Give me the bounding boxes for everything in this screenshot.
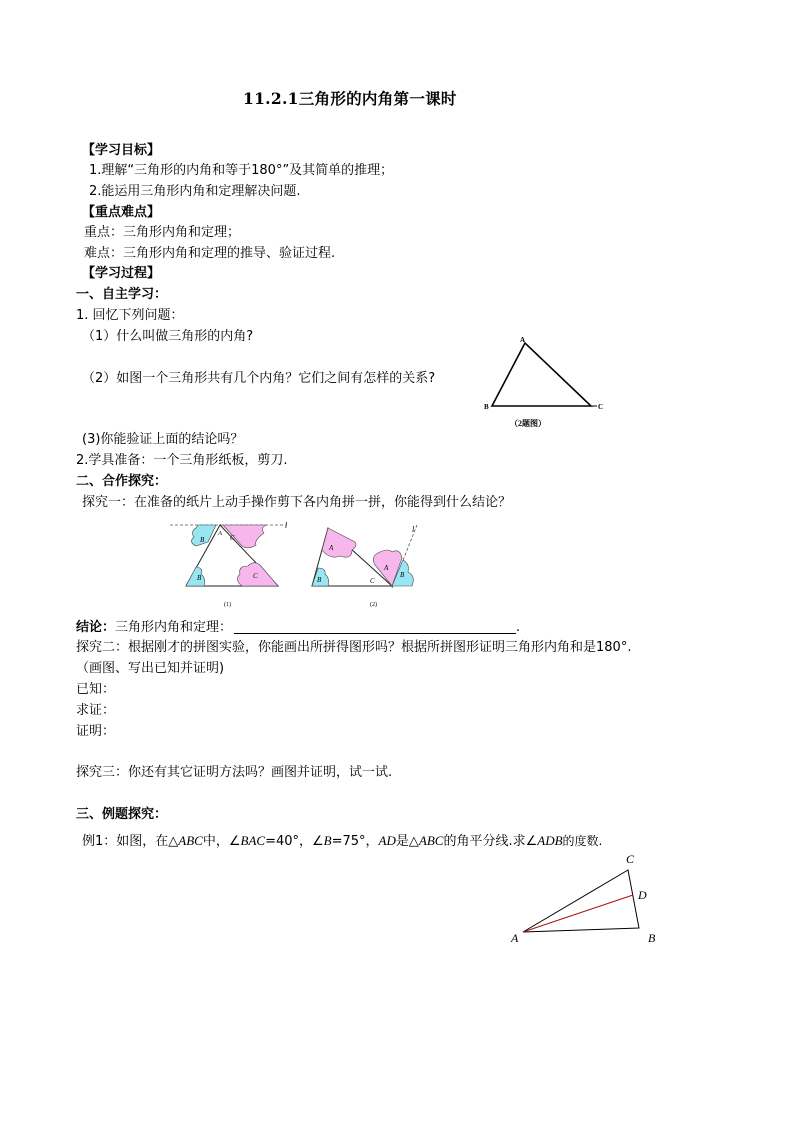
example-segment-ad: AD — [378, 833, 396, 848]
angle-puzzle-figure-2 — [300, 520, 425, 610]
label-l: l — [412, 525, 415, 534]
example-text-part: =75°， — [331, 834, 379, 849]
example-text-part: 是△ — [395, 834, 419, 849]
question-2: 2.学具准备：一个三角形纸板，剪刀. — [76, 453, 288, 468]
label-c: C — [626, 852, 635, 866]
sub-question-3: (3)你能验证上面的结论吗？ — [82, 432, 244, 447]
example-1-text — [82, 834, 602, 848]
triangle-figure-q2 — [476, 330, 606, 435]
label-l: l — [285, 521, 288, 530]
explore-3-text: 探究三：你还有其它证明方法吗？画图并证明，试一试. — [76, 765, 393, 780]
triangle-abc — [523, 870, 639, 932]
example-triangle-name: ABC — [418, 833, 444, 848]
label-d: D — [638, 888, 647, 902]
label-c-bottom: C — [253, 572, 258, 580]
label-a-moved: A — [384, 564, 389, 572]
label-b: B — [317, 576, 322, 584]
label-b-bottom: B — [197, 574, 202, 582]
example-text-part: 中，∠ — [202, 834, 241, 849]
prove-label: 求证： — [76, 703, 116, 718]
label-b: B — [648, 931, 656, 945]
conclusion-label: 结论： — [76, 620, 116, 635]
label-c: C — [370, 577, 375, 585]
label-a: A — [218, 530, 222, 537]
label-c-top: C — [230, 534, 235, 542]
example-text-part: =40°，∠ — [265, 834, 324, 849]
label-b: B — [484, 403, 489, 411]
example-triangle-figure — [505, 848, 665, 948]
angle-puzzle-figure-1 — [168, 520, 288, 610]
explore-2-text: 探究二：根据刚才的拼图实验，你能画出所拼得图形吗？根据所拼图形证明三角形内角和是180°. — [76, 640, 632, 655]
conclusion-blank — [234, 621, 516, 634]
goal-item-1: 1.理解“三角形的内角和等于180°”及其简单的推理； — [89, 163, 394, 178]
example-text-part: 例1：如图，在△ — [82, 834, 179, 849]
part1-header: 一、自主学习： — [76, 287, 168, 302]
conclusion-text: 三角形内角和定理： — [115, 620, 233, 635]
label-a: A — [520, 336, 526, 344]
angle-a-piece — [322, 528, 356, 557]
angle-c-piece — [237, 563, 278, 586]
part3-header: 三、例题探究： — [76, 807, 168, 822]
conclusion-line — [76, 621, 520, 634]
figure-caption: （2题图） — [510, 419, 546, 428]
known-label: 已知： — [76, 682, 116, 697]
label-c: C — [598, 403, 604, 411]
page-title: 11.2.1三角形的内角第一课时 — [243, 89, 457, 108]
explore-1-text: 探究一：在准备的纸片上动手操作剪下各内角拼一拼，你能得到什么结论？ — [82, 495, 512, 510]
sub-question-2: （2）如图一个三角形共有几个内角？它们之间有怎样的关系? — [82, 371, 436, 386]
example-text-part: 的角平分线.求∠ — [443, 834, 538, 849]
example-triangle-name: ABC — [178, 833, 203, 848]
part2-header: 二、合作探究： — [76, 474, 168, 489]
explore-2-note: （画图、写出已知并证明) — [76, 661, 225, 676]
bisector-ad — [523, 895, 633, 932]
key-points-header: 【重点难点】 — [82, 205, 161, 220]
sub-question-1: （1）什么叫做三角形的内角? — [82, 329, 254, 344]
difficult-point-text: 难点：三角形内角和定理的推导、验证过程. — [84, 246, 336, 261]
example-angle-adb: ADB — [537, 833, 563, 848]
goals-header: 【学习目标】 — [82, 143, 161, 158]
goal-item-2: 2.能运用三角形内角和定理解决问题. — [89, 184, 301, 199]
label-a: A — [329, 544, 334, 552]
label-b-moved: B — [400, 571, 405, 579]
process-header: 【学习过程】 — [82, 266, 161, 281]
figure-2-caption: (2) — [370, 602, 377, 608]
example-text-part: 的度数. — [562, 834, 603, 848]
figure-1-caption: (1) — [224, 602, 231, 608]
key-point-text: 重点：三角形内角和定理； — [84, 225, 241, 240]
example-angle-bac: BAC — [240, 833, 266, 848]
angle-b-piece — [186, 567, 205, 586]
label-b-top: B — [200, 536, 205, 544]
example-angle-b: B — [323, 833, 332, 848]
proof-label: 证明： — [76, 724, 116, 739]
conclusion-end: . — [516, 620, 521, 635]
question-1: 1. 回忆下列问题： — [76, 308, 184, 323]
label-a: A — [511, 931, 519, 945]
